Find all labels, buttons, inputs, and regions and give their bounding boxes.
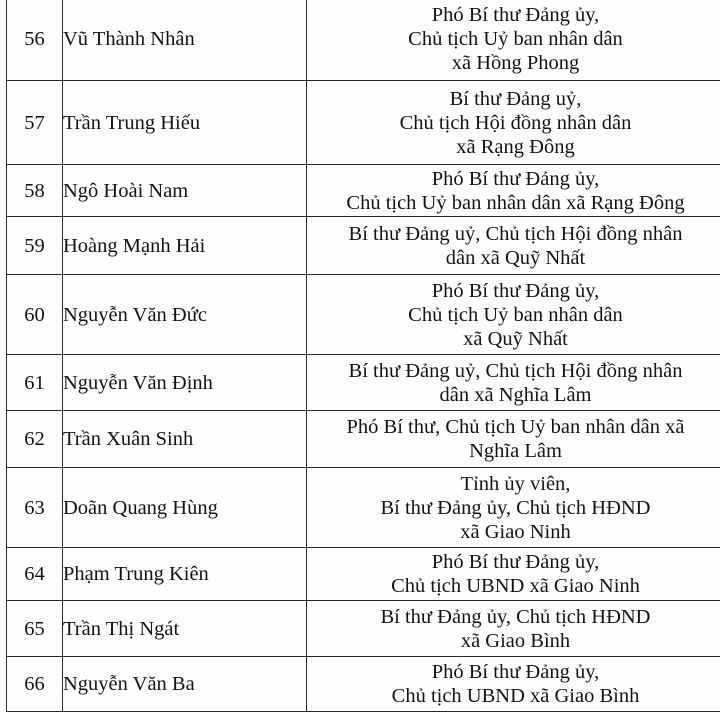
person-name: Nguyễn Văn Đức <box>63 275 307 355</box>
position-cell <box>307 657 720 712</box>
row-number: 57 <box>7 81 63 165</box>
row-number: 60 <box>7 275 63 355</box>
position-cell <box>307 275 720 355</box>
row-number: 66 <box>7 657 63 712</box>
person-name: Phạm Trung Kiên <box>63 548 307 601</box>
position-line: Chủ tịch Uỷ ban nhân dân <box>307 303 720 327</box>
position-cell <box>307 217 720 275</box>
roster-body <box>7 0 720 712</box>
position-line: xã Rạng Đông <box>307 135 720 159</box>
position-cell <box>307 601 720 657</box>
table-row <box>7 0 720 81</box>
position-line: Phó Bí thư Đảng ủy, <box>307 550 720 574</box>
person-name: Nguyễn Văn Ba <box>63 657 307 712</box>
row-number: 62 <box>7 411 63 468</box>
position-cell <box>307 411 720 468</box>
table-row <box>7 657 720 712</box>
position-line: dân xã Quỹ Nhất <box>307 246 720 270</box>
position-line: dân xã Nghĩa Lâm <box>307 383 720 407</box>
row-number: 65 <box>7 601 63 657</box>
position-line: Phó Bí thư Đảng ủy, <box>307 167 720 191</box>
table-row <box>7 81 720 165</box>
row-number: 63 <box>7 468 63 548</box>
position-line: Chủ tịch Uỷ ban nhân dân <box>307 27 720 51</box>
position-line: Chủ tịch Uỷ ban nhân dân xã Rạng Đông <box>307 191 720 215</box>
position-line: Bí thư Đảng uỷ, <box>307 87 720 111</box>
position-cell <box>307 468 720 548</box>
position-line: Chủ tịch UBND xã Giao Ninh <box>307 574 720 598</box>
position-line: Nghĩa Lâm <box>307 439 720 463</box>
row-number: 58 <box>7 165 63 217</box>
row-number: 64 <box>7 548 63 601</box>
person-name: Ngô Hoài Nam <box>63 165 307 217</box>
position-line: Chủ tịch UBND xã Giao Bình <box>307 684 720 708</box>
table-row <box>7 548 720 601</box>
table-row <box>7 468 720 548</box>
position-line: Phó Bí thư Đảng ủy, <box>307 660 720 684</box>
table-row <box>7 275 720 355</box>
row-number: 59 <box>7 217 63 275</box>
person-name: Trần Trung Hiếu <box>63 81 307 165</box>
position-line: xã Quỹ Nhất <box>307 327 720 351</box>
person-name: Trần Thị Ngát <box>63 601 307 657</box>
table-row <box>7 601 720 657</box>
position-cell <box>307 355 720 411</box>
position-line: Phó Bí thư Đảng ủy, <box>307 279 720 303</box>
position-line: Tỉnh ủy viên, <box>307 472 720 496</box>
roster-table <box>6 0 720 712</box>
person-name: Hoàng Mạnh Hải <box>63 217 307 275</box>
position-line: Bí thư Đảng ủy, Chủ tịch HĐND <box>307 605 720 629</box>
position-line: xã Giao Ninh <box>307 520 720 544</box>
table-row <box>7 165 720 217</box>
person-name: Nguyễn Văn Định <box>63 355 307 411</box>
person-name: Trần Xuân Sinh <box>63 411 307 468</box>
person-name: Vũ Thành Nhân <box>63 0 307 81</box>
position-line: Bí thư Đảng uỷ, Chủ tịch Hội đồng nhân <box>307 222 720 246</box>
position-line: Bí thư Đảng uỷ, Chủ tịch Hội đồng nhân <box>307 359 720 383</box>
table-row <box>7 411 720 468</box>
position-cell <box>307 0 720 81</box>
table-row <box>7 217 720 275</box>
position-line: xã Hồng Phong <box>307 51 720 75</box>
table-row <box>7 355 720 411</box>
position-cell <box>307 548 720 601</box>
person-name: Doãn Quang Hùng <box>63 468 307 548</box>
position-cell <box>307 165 720 217</box>
position-line: Phó Bí thư, Chủ tịch Uỷ ban nhân dân xã <box>307 415 720 439</box>
position-cell <box>307 81 720 165</box>
row-number: 56 <box>7 0 63 81</box>
position-line: xã Giao Bình <box>307 629 720 653</box>
row-number: 61 <box>7 355 63 411</box>
position-line: Phó Bí thư Đảng ủy, <box>307 3 720 27</box>
position-line: Chủ tịch Hội đồng nhân dân <box>307 111 720 135</box>
position-line: Bí thư Đảng ủy, Chủ tịch HĐND <box>307 496 720 520</box>
